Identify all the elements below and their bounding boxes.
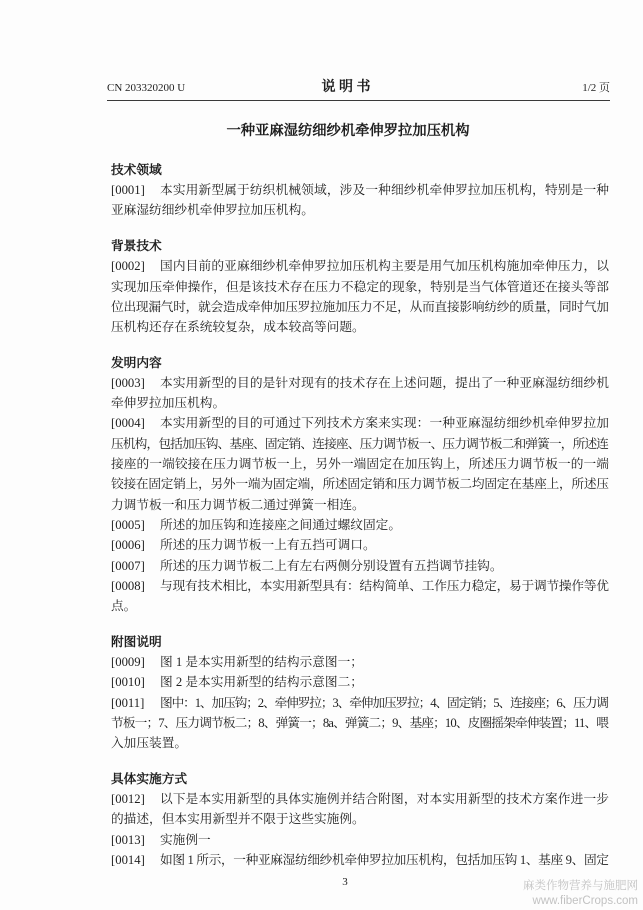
paragraph-line: [111, 830, 609, 850]
paragraph-0007: [111, 556, 609, 576]
document-title: 一种亚麻湿纺细纱机牵伸罗拉加压机构: [226, 123, 470, 139]
heading-summary: 发明内容: [111, 355, 162, 370]
paragraph-0009: [111, 652, 609, 672]
paragraph-0002: [111, 256, 609, 337]
paragraph-line: [111, 535, 609, 555]
paragraph-line: [111, 693, 609, 713]
paragraph-0013: [111, 830, 609, 850]
paragraph-0012: [111, 789, 609, 830]
paragraph-number: [0013]: [111, 832, 145, 847]
paragraph-text: 本实用新型的目的可通过下列技术方案来实现：一种亚麻湿纺细纱机牵伸罗拉加: [160, 416, 610, 431]
paragraph-number: [0005]: [111, 517, 145, 532]
paragraph-0008: [111, 576, 609, 617]
paragraph-line: [111, 317, 609, 337]
paragraph-text: 牵伸罗拉加压机构。: [111, 396, 226, 411]
paragraph-number: [0012]: [111, 791, 145, 806]
paragraph-text: 接座的一端铰接在压力调节板一上，另外一端固定在加压钩上，所述压力调节板一的一端: [111, 457, 610, 472]
paragraph-line: [111, 297, 609, 317]
paragraph-number: [0001]: [111, 183, 145, 198]
paragraph-text: 位出现漏气时，就会造成牵伸加压罗拉施加压力不足，从而直接影响纺纱的质量，同时气加: [111, 299, 609, 314]
heading-technical-field: 技术领域: [111, 162, 162, 177]
paragraph-line: [111, 652, 609, 672]
paragraph-text: 力调节板一和压力调节板二通过弹簧一相连。: [111, 497, 365, 512]
watermark-site-name: 麻类作物营养与施肥网: [523, 880, 638, 892]
heading-background-art: 背景技术: [111, 238, 162, 253]
paragraph-number: [0009]: [111, 654, 145, 669]
watermark-url: www.fiberCrops.com: [532, 895, 638, 907]
header-page-indicator: 1/2 页: [582, 82, 610, 94]
paragraph-line: [111, 576, 609, 596]
paragraph-line: [111, 277, 609, 297]
paragraph-line: [111, 180, 609, 200]
paragraph-text: 节板一；7、压力调节板二；8、弹簧一；8a、弹簧二；9、基座；10、皮圈摇架牵伸装置；11、喂: [111, 715, 609, 730]
paragraph-text: 实现加压牵伸操作，但是该技术存在压力不稳定的现象，特别是当气体管道还在接头等部: [111, 279, 610, 294]
paragraph-text: 的描述，但本实用新型并不限于这些实施例。: [111, 812, 365, 827]
paragraph-0003: [111, 373, 609, 414]
paragraph-text: 所述的加压钩和连接座之间通过螺纹固定。: [160, 517, 402, 532]
paragraph-text: 图 2 是本实用新型的结构示意图二；: [160, 675, 363, 690]
paragraph-line: [111, 733, 609, 753]
paragraph-0001: [111, 180, 609, 221]
paragraph-line: [111, 454, 609, 474]
paragraph-line: [111, 713, 609, 733]
paragraph-text: 本实用新型的目的是针对现有的技术存在上述问题，提出了一种亚麻湿纺细纱机: [160, 375, 610, 390]
paragraph-line: [111, 515, 609, 535]
paragraph-text: 如图 1 所示，一种亚麻湿纺细纱机牵伸罗拉加压机构，包括加压钩 1、基座 9、固定: [160, 852, 609, 867]
paragraph-text: 与现有技术相比，本实用新型具有：结构简单、工作压力稳定，易于调节操作等优: [160, 578, 609, 593]
heading-drawings-description: 附图说明: [111, 634, 162, 649]
paragraph-line: [111, 556, 609, 576]
paragraph-line: [111, 474, 609, 494]
paragraph-text: 亚麻湿纺细纱机牵伸罗拉加压机构。: [111, 203, 314, 218]
paragraph-0005: [111, 515, 609, 535]
paragraph-line: [111, 413, 609, 433]
paragraph-text: 国内目前的亚麻细纱机牵伸罗拉加压机构主要是用气加压机构施加牵伸压力，以: [160, 259, 610, 274]
paragraph-0004: [111, 413, 609, 514]
paragraph-text: 入加压装置。: [111, 736, 188, 751]
paragraph-text: 本实用新型属于纺织机械领域，涉及一种细纱机牵伸罗拉加压机构，特别是一种: [160, 183, 610, 198]
paragraph-text: 以下是本实用新型的具体实施例并结合附图，对本实用新型的技术方案作进一步: [160, 791, 610, 806]
paragraph-line: [111, 393, 609, 413]
paragraph-number: [0002]: [111, 259, 145, 274]
heading-detailed-description: 具体实施方式: [111, 771, 188, 786]
paragraph-number: [0006]: [111, 538, 145, 553]
header-rule: [107, 100, 610, 101]
header-doc-type: 说 明 书: [321, 80, 371, 95]
paragraph-text: 点。: [111, 599, 137, 614]
paragraph-line: [111, 672, 609, 692]
paragraph-text: 实施例一: [160, 832, 211, 847]
paragraph-line: [111, 256, 609, 276]
paragraph-0010: [111, 672, 609, 692]
paragraph-line: [111, 596, 609, 616]
page-number: 3: [342, 876, 348, 888]
document-body: [111, 160, 609, 870]
paragraph-text: 图 1 是本实用新型的结构示意图一；: [160, 654, 363, 669]
paragraph-number: [0011]: [111, 695, 145, 710]
paragraph-0011: [111, 693, 609, 754]
paragraph-0006: [111, 535, 609, 555]
paragraph-text: 图中：1、加压钩；2、牵伸罗拉；3、牵伸加压罗拉；4、固定销；5、连接座；6、压力调: [160, 695, 608, 710]
watermark: [523, 879, 638, 909]
paragraph-line: [111, 850, 609, 870]
paragraph-number: [0014]: [111, 852, 145, 867]
paragraph-number: [0003]: [111, 375, 145, 390]
paragraph-line: [111, 200, 609, 220]
paragraph-line: [111, 434, 609, 454]
paragraph-text: 所述的压力调节板一上有五挡可调口。: [160, 538, 376, 553]
paragraph-number: [0010]: [111, 675, 145, 690]
paragraph-text: 所述的压力调节板二上有左右两侧分别设置有五挡调节挂钩。: [160, 558, 503, 573]
paragraph-text: 铰接在固定销上，另外一端为固定端，所述固定销和压力调节板二均固定在基座上，所述压: [111, 477, 609, 492]
paragraph-text: 压机构还存在系统较复杂，成本较高等问题。: [111, 320, 365, 335]
paragraph-line: [111, 373, 609, 393]
paragraph-number: [0008]: [111, 578, 145, 593]
paragraph-text: 压机构，包括加压钩、基座、固定销、连接座、压力调节板一、压力调节板二和弹簧一，所述连: [111, 436, 609, 451]
paragraph-line: [111, 495, 609, 515]
paragraph-number: [0007]: [111, 558, 145, 573]
paragraph-number: [0004]: [111, 416, 145, 431]
paragraph-line: [111, 789, 609, 809]
paragraph-0014: [111, 850, 609, 870]
header-doc-number: CN 203320200 U: [107, 82, 186, 94]
paragraph-line: [111, 809, 609, 829]
